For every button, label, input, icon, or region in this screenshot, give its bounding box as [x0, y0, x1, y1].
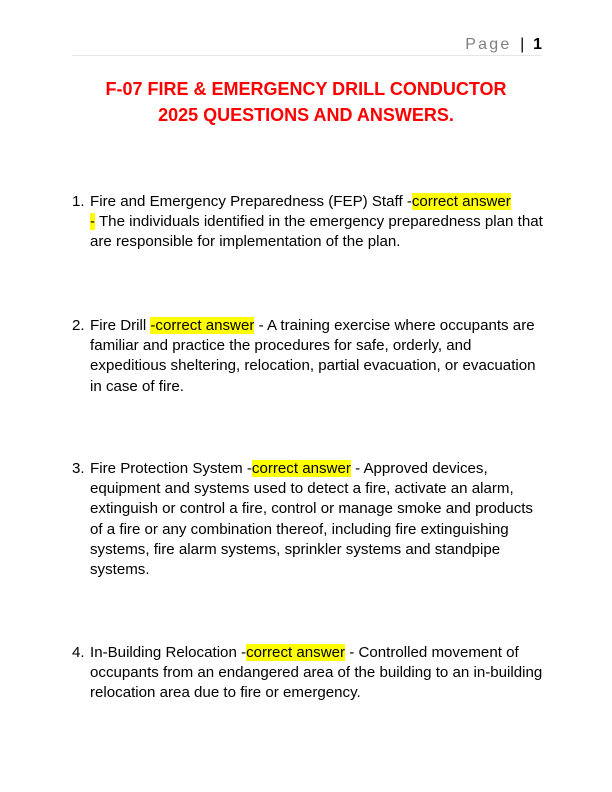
title-line-2: 2025 QUESTIONS AND ANSWERS.: [158, 105, 454, 125]
qa-term: Fire Protection System -: [90, 460, 252, 477]
title-line-1: F-07 FIRE & EMERGENCY DRILL CONDUCTOR: [105, 79, 507, 99]
answer-highlight: correct answer: [411, 193, 511, 210]
page-header: [465, 36, 542, 54]
qa-term: Fire Drill: [90, 317, 151, 334]
page-number: 1: [533, 36, 542, 53]
page-separator: |: [520, 36, 527, 53]
qa-item-3: [72, 459, 544, 580]
qa-definition: - A training exercise where occupants are familiar and practice the procedures for safe, orderly, and expeditious sheltering, relocation, partial evacuation, or evacuation in case of fire.: [90, 317, 536, 395]
qa-body: [90, 459, 544, 580]
document-title: [40, 76, 572, 128]
qa-item-1: [72, 192, 544, 253]
qa-body: [90, 643, 544, 704]
qa-body: [90, 192, 544, 253]
qa-number: 2.: [72, 317, 85, 334]
answer-highlight: -correct answer: [150, 317, 255, 334]
qa-body: [90, 316, 544, 397]
answer-dash-highlight: -: [90, 213, 96, 231]
qa-definition: - Approved devices, equipment and systems used to detect a fire, activate an alarm, extinguish or control a fire, control or manage smoke and products of a fire or any combination thereof, including fire extinguishing systems, fire alarm systems, sprinkler systems and standpipe systems.: [90, 460, 533, 579]
page-label: Page: [465, 36, 512, 53]
qa-item-2: [72, 316, 544, 397]
qa-number: 1.: [72, 193, 85, 210]
answer-highlight: correct answer: [246, 644, 346, 661]
qa-definition: - Controlled movement of occupants from an endangered area of the building to an in-building relocation area due to fire or emergency.: [90, 644, 543, 702]
qa-term: Fire and Emergency Preparedness (FEP) Staff -: [90, 193, 412, 210]
header-rule: [72, 55, 542, 56]
qa-item-4: [72, 643, 544, 704]
qa-number: 3.: [72, 460, 85, 477]
qa-number: 4.: [72, 644, 85, 661]
qa-definition: The individuals identified in the emergency preparedness plan that are responsible for implementation of the plan.: [90, 213, 543, 251]
qa-term: In-Building Relocation -: [90, 644, 247, 661]
answer-highlight: correct answer: [251, 460, 351, 477]
